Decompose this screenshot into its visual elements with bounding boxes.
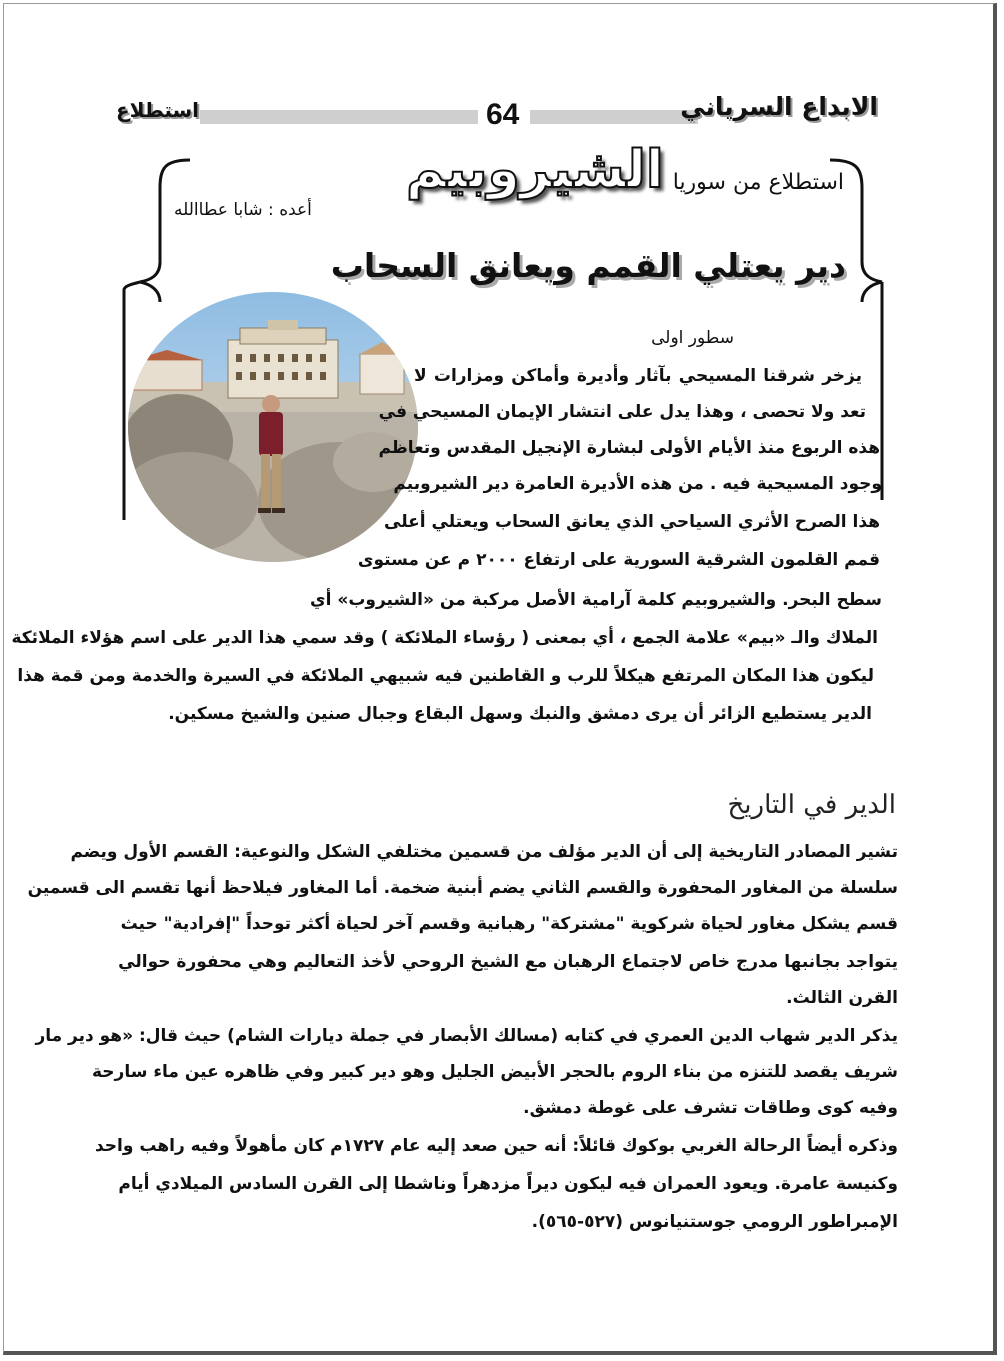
intro-line: تعد ولا تحصى ، وهذا يدل على انتشار الإيمان المسيحي في — [378, 402, 866, 422]
intro-line: هذه الربوع منذ الأيام الأولى لبشارة الإنجيل المقدس وتعاظم — [378, 438, 880, 458]
history-line: وذكره أيضاً الرحالة الغربي بوكوك قائلاً: أنه حين صعد إليه عام ١٧٢٧م كان مأهولاً وفيه راهب واحد — [94, 1136, 898, 1156]
author-credit: أعده : شابا عطاالله — [174, 200, 312, 220]
monastery-photo — [128, 292, 418, 562]
history-line: يذكر الدير شهاب الدين العمري في كتابه (مسالك الأبصار في جملة ديارات الشام) حيث قال: «هو دير مار — [35, 1026, 898, 1046]
history-line: شريف يقصد للتنزه من بناء الروم بالحجر الأبيض الجليل وهو دير كبير وفي ظاهره عين ماء سارحة — [91, 1062, 898, 1082]
history-line: وفيه كوى وطاقات تشرف على غوطة دمشق. — [523, 1098, 898, 1118]
intro-line: سطح البحر. والشيروبيم كلمة آرامية الأصل مركبة من «الشيروب» أي — [310, 590, 882, 610]
history-line: سلسلة من المغاور المحفورة والقسم الثاني يضم أبنية ضخمة. أما المغاور فيلاحظ أنها تقسم الى قسمين — [27, 878, 898, 898]
section-name: استطلاع — [116, 98, 200, 122]
kicker-text: استطلاع من سوريا — [672, 170, 844, 195]
intro-line: وجود المسيحية فيه . من هذه الأديرة العامرة دير الشيروبيم — [393, 474, 882, 494]
intro-line: الملاك والـ «بيم» علامة الجمع ، أي بمعنى ( رؤساء الملائكة ) وقد سمي هذا الدير على اسم هؤلاء الملائكة — [11, 628, 878, 648]
intro-line: هذا الصرح الأثري السياحي الذي يعانق السحاب ويعتلي أعلى — [384, 512, 880, 532]
history-line: وكنيسة عامرة. ويعود العمران فيه ليكون ديراً مزدهراً وناشطا إلى القرن السادس الميلادي أيام — [118, 1174, 898, 1194]
page-number: 64 — [486, 98, 520, 131]
magazine-name: الابداع السرياني — [680, 92, 878, 121]
history-line: يتواجد بجانبها مدرج خاص لاجتماع الرهبان مع الشيخ الروحي لأخذ التعاليم وهي محفورة حوالي — [118, 952, 898, 972]
intro-heading: سطور اولى — [651, 328, 734, 348]
history-line: القرن الثالث. — [786, 988, 898, 1008]
intro-line: قمم القلمون الشرقية السورية على ارتفاع ٢٠٠٠ م عن مستوى — [357, 550, 880, 570]
brand-title: الشيروبيم — [406, 140, 664, 200]
intro-line: يزخر شرقنا المسيحي بآثار وأديرة وأماكن ومزارات لا — [414, 366, 862, 386]
intro-line: الدير يستطيع الزائر أن يرى دمشق والنبك وسهل البقاع وجبال صنين والشيخ مسكين. — [168, 704, 872, 724]
history-line: تشير المصادر التاريخية إلى أن الدير مؤلف من قسمين مختلفي الشكل والنوعية: القسم الأول ويضم — [70, 842, 898, 862]
history-line: قسم يشكل مغاور لحياة شركوية "مشتركة" رهبانية وقسم آخر لحياة أكثر توحداً "إفرادية" حيث — [120, 914, 898, 934]
intro-line: ليكون هذا المكان المرتفع هيكلاً للرب و القاطنين فيه شبيهي الملائكة في السيرة والخدمة ومن قمة هذا — [17, 666, 874, 686]
history-heading: الدير في التاريخ — [727, 790, 896, 820]
history-line: الإمبراطور الرومي جوستنيانوس (٥٢٧-٥٦٥). — [531, 1212, 898, 1232]
article-headline: دير يعتلي القمم ويعانق السحاب — [330, 246, 846, 285]
